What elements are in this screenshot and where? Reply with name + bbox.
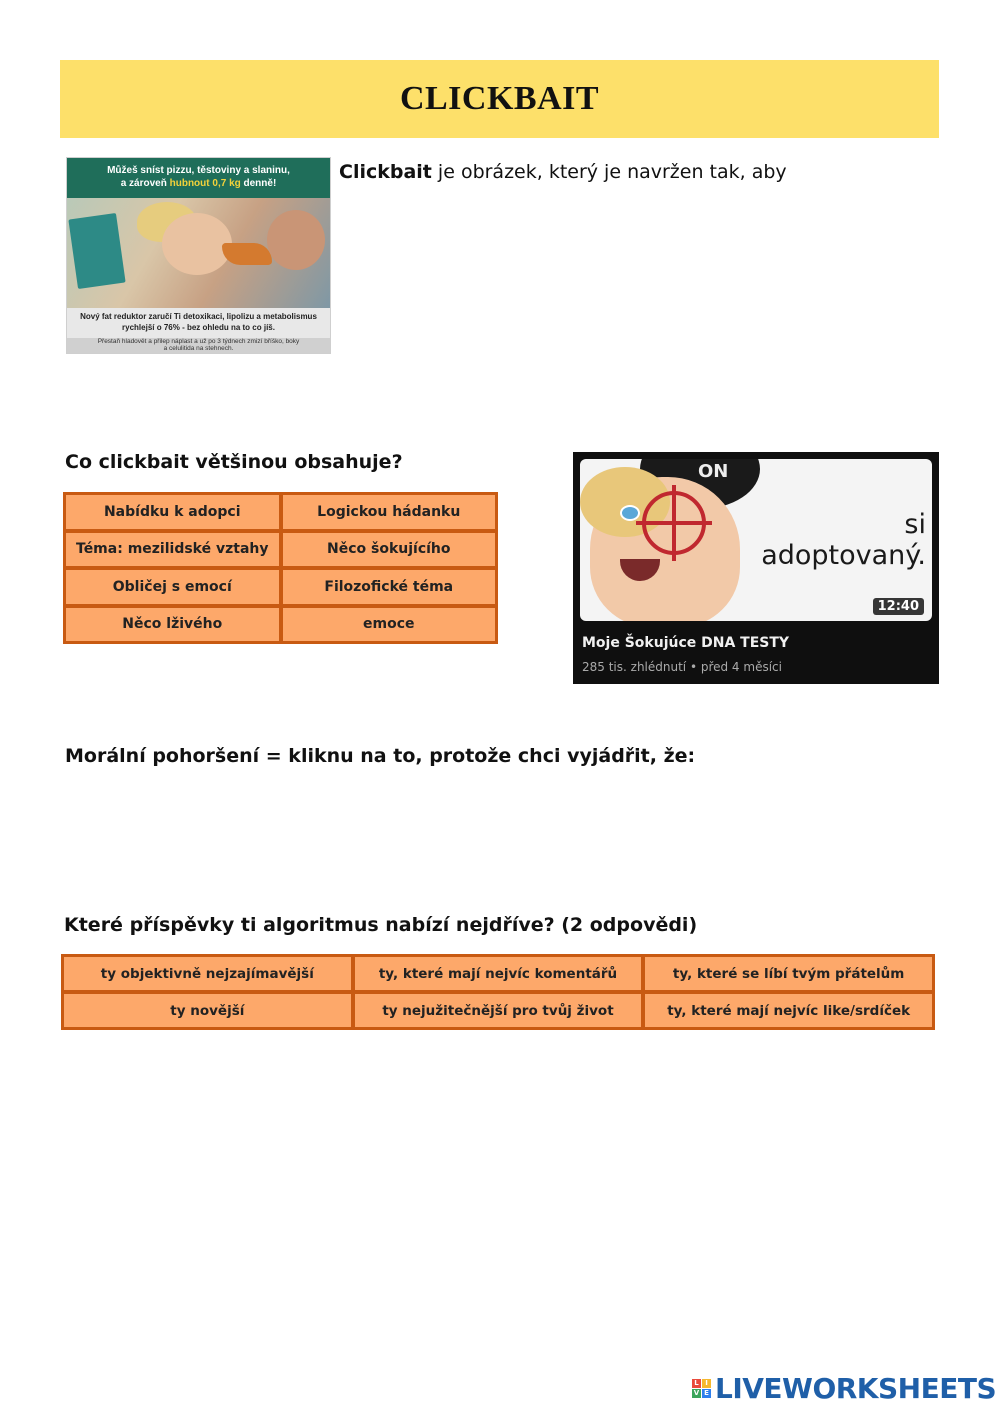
ad-headline-highlight: hubnout 0,7 kg	[169, 178, 241, 189]
thumbnail-caption-line1: si	[904, 509, 926, 540]
ad-headline-post: denně!	[240, 178, 277, 189]
option-liked-by-friends[interactable]: ty, které se líbí tvým přátelům	[645, 957, 932, 990]
logo-mark-icon	[692, 1379, 711, 1398]
option-most-useful[interactable]: ty nejužitečnější pro tvůj život	[355, 994, 642, 1027]
logo-mark-letter: V	[693, 1389, 700, 1397]
logo-mark-letter: L	[692, 1379, 701, 1388]
ad-man-face	[267, 210, 325, 270]
option-lie[interactable]: Něco lživého	[66, 608, 279, 642]
definition-term: Clickbait	[339, 161, 432, 183]
video-title: Moje Šokujúce DNA TESTY	[582, 635, 790, 651]
option-adoption-offer[interactable]: Nabídku k adopci	[66, 495, 279, 529]
ad-headline-line2	[67, 177, 330, 190]
video-thumbnail	[580, 459, 932, 621]
option-most-likes[interactable]: ty, které mají nejvíc like/srdíček	[645, 994, 932, 1027]
ad-caption-line2: rychlejší o 76% - bez ohledu na to co jíš.	[122, 323, 275, 332]
option-most-interesting[interactable]: ty objektivně nejzajímavější	[64, 957, 351, 990]
ad-footer-line1: Přestaň hladovět a přilep náplast a už po 3 týdnech zmizí bříško, boky	[97, 338, 300, 345]
crosshair-icon	[642, 491, 706, 555]
ad-pizza-slice	[222, 243, 272, 265]
ad-footer-line2: a celulitida na stehnech.	[163, 345, 234, 352]
section1-heading: Co clickbait většinou obsahuje?	[65, 451, 403, 473]
ad-footer	[67, 338, 330, 353]
boy-eye	[620, 505, 640, 521]
video-duration: 12:40	[873, 598, 924, 615]
title-banner	[60, 60, 939, 138]
liveworksheets-logo	[692, 1372, 996, 1405]
video-thumbnail-card	[573, 452, 939, 684]
option-newer[interactable]: ty novější	[64, 994, 351, 1027]
ad-headline-pre: a zároveň	[120, 178, 170, 189]
thumbnail-caption	[746, 509, 926, 571]
logo-mark-letter: I	[702, 1379, 711, 1388]
option-philosophy[interactable]: Filozofické téma	[283, 570, 496, 604]
ad-headline	[67, 158, 330, 198]
logo-mark-letter: E	[702, 1389, 711, 1398]
option-emotions[interactable]: emoce	[283, 608, 496, 642]
ad-product-box	[68, 213, 125, 289]
option-relationships[interactable]: Téma: mezilidské vztahy	[66, 533, 279, 567]
beanie-text: ON	[698, 461, 729, 482]
clickbait-definition	[339, 161, 787, 183]
section3-heading: Které příspěvky ti algoritmus nabízí nejdříve? (2 odpovědi)	[64, 914, 698, 936]
option-logic-puzzle[interactable]: Logickou hádanku	[283, 495, 496, 529]
section2-heading: Morální pohoršení = kliknu na to, protože chci vyjádřit, že:	[65, 745, 696, 767]
video-meta: 285 tis. zhlédnutí • před 4 měsíci	[582, 660, 782, 674]
ad-caption-line1: Nový fat reduktor zaručí Ti detoxikaci, lipolizu a metabolismus	[80, 312, 317, 321]
clickbait-ad-image	[66, 157, 331, 354]
section3-options-grid	[61, 954, 935, 1030]
thumbnail-caption-line2: adoptovaný.	[761, 540, 926, 571]
option-shocking[interactable]: Něco šokujícího	[283, 533, 496, 567]
page-title: CLICKBAIT	[399, 80, 600, 117]
section1-options-grid	[63, 492, 498, 644]
logo-text: LIVEWORKSHEETS	[715, 1372, 997, 1405]
ad-caption	[67, 308, 330, 338]
ad-headline-line1: Můžeš sníst pizzu, těstoviny a slaninu,	[107, 165, 290, 176]
definition-text: je obrázek, který je navržen tak, aby	[431, 161, 787, 183]
option-emotional-face[interactable]: Obličej s emocí	[66, 570, 279, 604]
option-most-comments[interactable]: ty, které mají nejvíc komentářů	[355, 957, 642, 990]
